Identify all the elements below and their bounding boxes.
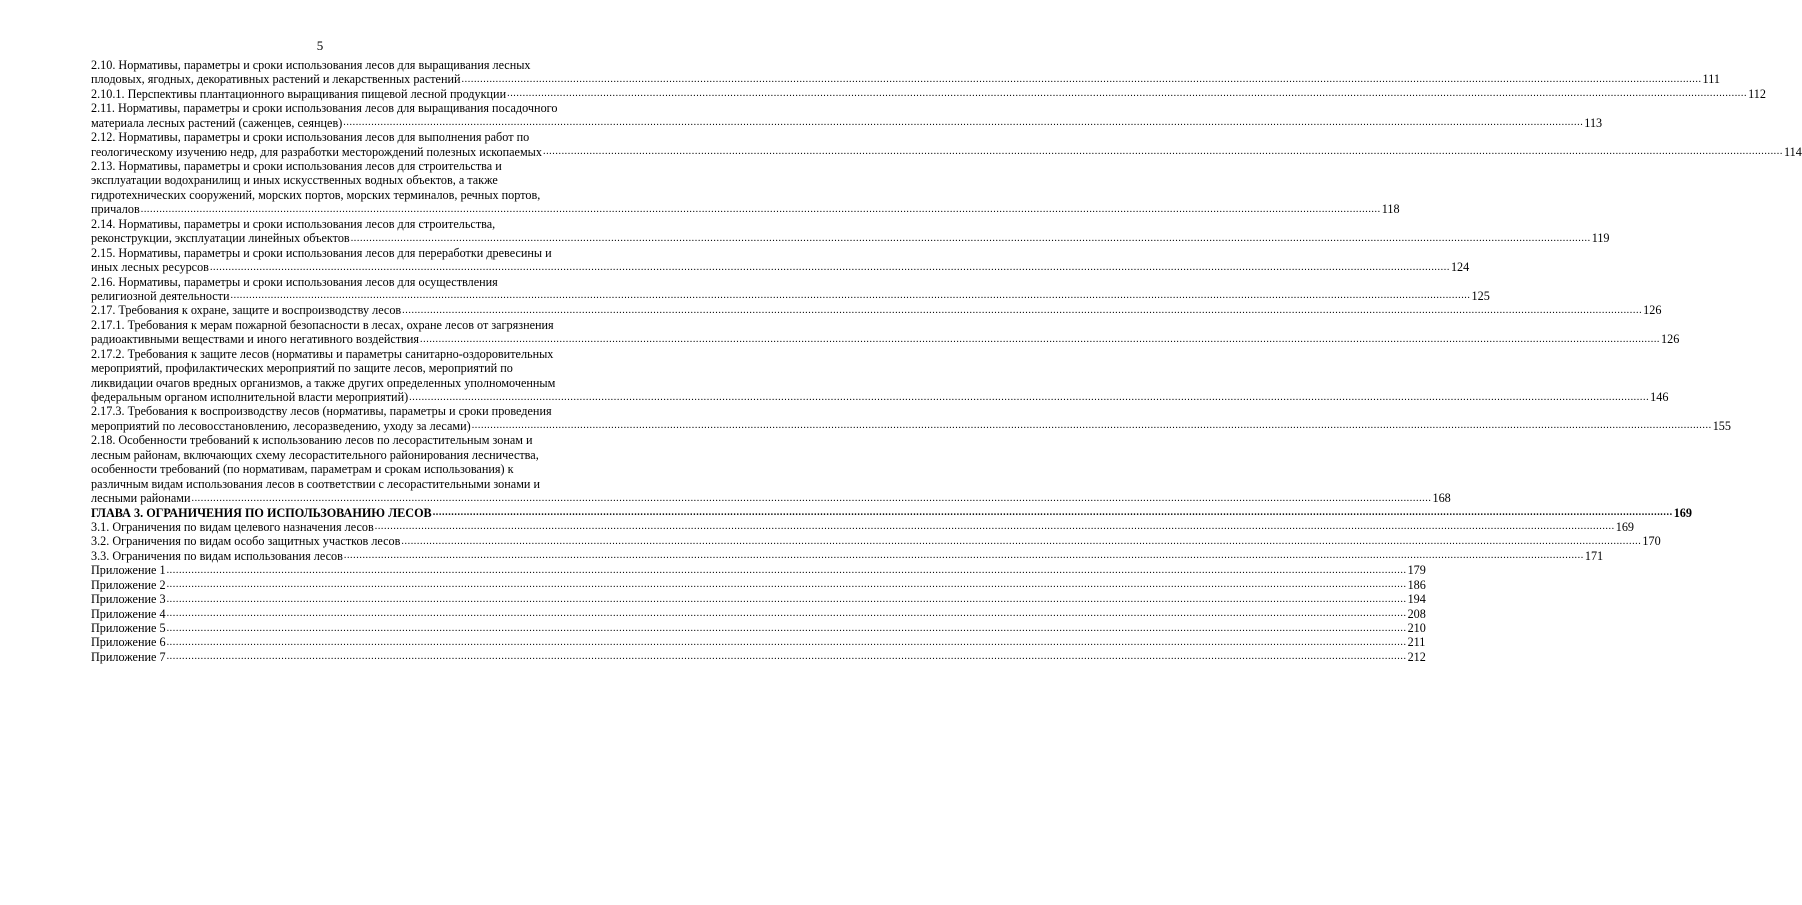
toc-entry-text: 2.12. Нормативы, параметры и сроки использования лесов для выполнения работ по (91, 130, 530, 145)
toc-entry-text: ГЛАВА 3. ОГРАНИЧЕНИЯ ПО ИСПОЛЬЗОВАНИЮ ЛЕСОВ (91, 505, 432, 520)
toc-entry-text: гидротехнических сооружений, морских портов, морских терминалов, речных портов, (91, 187, 541, 202)
toc-entry[interactable] (91, 245, 1470, 275)
toc-entry-line (91, 563, 1426, 578)
toc-entry-line (91, 448, 596, 462)
dot-leader: ................................................................................................................................................................................................................................................................................................................................................................................................................ (542, 146, 1783, 158)
toc-entry[interactable] (91, 86, 1766, 101)
toc-entry-line (91, 174, 596, 188)
toc-entry-line (91, 188, 596, 202)
toc-entry-text: Приложение 5 (91, 621, 166, 636)
toc-entry-text: 2.17.1. Требования к мерам пожарной безопасности в лесах, охране лесов от загрязнения (91, 317, 554, 332)
toc-entry-text: Приложение 1 (91, 563, 166, 578)
toc-page-number: 179 (1407, 563, 1426, 578)
toc-entry-text: 2.15. Нормативы, параметры и сроки использования лесов для переработки древесины и (91, 245, 552, 260)
toc-entry-line (91, 202, 1400, 217)
toc-page-number: 208 (1407, 606, 1426, 621)
dot-leader: ................................................................................................................................................................................................................................................................................................................................................................................................................ (166, 579, 1407, 591)
toc-entry-line (91, 405, 596, 419)
toc-entry-text: эксплуатации водохранилищ и иных искусственных водных объектов, а также (91, 173, 498, 188)
toc-page-number: 112 (1748, 86, 1766, 101)
toc-entry-text: мероприятий по лесовосстановлению, лесоразведению, уходу за лесами) (91, 418, 471, 433)
toc-entry-line (91, 347, 596, 361)
toc-entry-line (91, 505, 1692, 520)
toc-page-number: 113 (1584, 115, 1603, 130)
dot-leader: ................................................................................................................................................................................................................................................................................................................................................................................................................ (401, 535, 1642, 547)
toc-page-number: 170 (1642, 534, 1661, 549)
toc-entry-text: 2.17.2. Требования к защите лесов (нормативы и параметры санитарно-оздоровительных (91, 346, 554, 361)
toc-entry[interactable] (91, 519, 1635, 534)
toc-entry-text: Приложение 7 (91, 649, 166, 664)
toc-entry-text: геологическому изучению недр, для разработки месторождений полезных ископаемых (91, 144, 542, 159)
toc-entry[interactable] (91, 563, 1426, 578)
dot-leader: ................................................................................................................................................................................................................................................................................................................................................................................................................ (166, 593, 1407, 605)
toc-entry-line (91, 303, 1662, 318)
toc-page-number: 171 (1584, 548, 1604, 563)
table-of-contents (91, 57, 1802, 664)
toc-entry-line (91, 130, 596, 144)
toc-entry[interactable] (91, 404, 1731, 434)
toc-entry-text: различным видам использования лесов в соответствии с лесорастительными зонами и (91, 476, 540, 491)
toc-entry-text: 2.13. Нормативы, параметры и сроки использования лесов для строительства и (91, 159, 502, 174)
toc-entry-line (91, 606, 1426, 621)
toc-entry-text: реконструкции, эксплуатации линейных объектов (91, 231, 350, 246)
dot-leader: ................................................................................................................................................................................................................................................................................................................................................................................................................ (166, 636, 1407, 648)
toc-entry-line (91, 144, 1802, 159)
toc-entry[interactable] (91, 346, 1669, 405)
toc-entry-line (91, 491, 1451, 506)
toc-entry[interactable] (91, 577, 1426, 592)
toc-entry-line (91, 101, 596, 115)
dot-leader: ................................................................................................................................................................................................................................................................................................................................................................................................................ (166, 622, 1407, 634)
toc-page-number: 155 (1712, 418, 1731, 433)
dot-leader: ................................................................................................................................................................................................................................................................................................................................................................................................................ (471, 420, 1712, 432)
toc-entry-line (91, 635, 1426, 650)
toc-page-number: 169 (1615, 519, 1635, 534)
toc-page-number: 126 (1643, 303, 1662, 318)
toc-entry-line (91, 577, 1426, 592)
toc-entry-line (91, 621, 1426, 636)
toc-entry-line (91, 361, 596, 375)
toc-page-number: 212 (1407, 649, 1426, 664)
toc-entry[interactable] (91, 649, 1426, 664)
toc-entry-line (91, 390, 1669, 405)
toc-entry-text: иных лесных ресурсов (91, 260, 209, 275)
toc-entry-line (91, 433, 596, 447)
toc-entry-line (91, 217, 596, 231)
dot-leader: ................................................................................................................................................................................................................................................................................................................................................................................................................ (140, 203, 1381, 215)
toc-entry-text: 2.17. Требования к охране, защите и воспроизводству лесов (91, 303, 402, 318)
toc-entry[interactable] (91, 505, 1692, 520)
toc-entry-text: религиозной деятельности (91, 288, 230, 303)
toc-entry-text: Приложение 4 (91, 606, 166, 621)
dot-leader: ................................................................................................................................................................................................................................................................................................................................................................................................................ (350, 232, 1591, 244)
toc-entry-text: 3.3. Ограничения по видам использования лесов (91, 548, 343, 563)
toc-entry-line (91, 72, 1720, 87)
toc-page-number: 114 (1783, 144, 1802, 159)
toc-entry-text: радиоактивными веществами и иного негативного воздействия (91, 332, 420, 347)
dot-leader: ................................................................................................................................................................................................................................................................................................................................................................................................................ (420, 333, 1661, 345)
toc-entry-line (91, 477, 596, 491)
toc-entry-line (91, 231, 1610, 246)
dot-leader: ................................................................................................................................................................................................................................................................................................................................................................................................................ (374, 521, 1615, 533)
toc-entry-text: 2.10. Нормативы, параметры и сроки использования лесов для выращивания лесных (91, 57, 531, 72)
toc-entry-text: 2.18. Особенности требований к использованию лесов по лесорастительным зонам и (91, 433, 533, 448)
toc-entry-line (91, 58, 596, 72)
toc-entry-text: Приложение 6 (91, 635, 166, 650)
page-number: 5 (316, 38, 324, 53)
toc-entry-text: ликвидации очагов вредных организмов, а также других определенных уполномоченным (91, 375, 556, 390)
toc-entry[interactable] (91, 433, 1451, 506)
toc-entry-line (91, 519, 1635, 534)
toc-entry-text: особенности требований (по нормативам, параметрам и срокам использования) к (91, 462, 514, 477)
dot-leader: ................................................................................................................................................................................................................................................................................................................................................................................................................ (461, 73, 1702, 85)
toc-entry-text: 3.1. Ограничения по видам целевого назначения лесов (91, 519, 374, 534)
toc-entry[interactable] (91, 534, 1661, 549)
toc-entry-line (91, 418, 1731, 433)
toc-entry-text: 2.16. Нормативы, параметры и сроки использования лесов для осуществления (91, 274, 498, 289)
toc-page-number: 119 (1591, 231, 1610, 246)
toc-entry-text: плодовых, ягодных, декоративных растений и лекарственных растений (91, 72, 461, 87)
toc-entry[interactable] (91, 317, 1680, 347)
toc-entry-line (91, 288, 1490, 303)
toc-entry[interactable] (91, 635, 1426, 650)
toc-entry-line (91, 115, 1603, 130)
toc-page-number: 146 (1650, 390, 1669, 405)
toc-entry[interactable] (91, 130, 1802, 159)
toc-entry[interactable] (91, 159, 1400, 217)
toc-entry-text: лесным районам, включающих схему лесорастительного районирования лесничества, (91, 447, 539, 462)
toc-entry-line (91, 318, 596, 332)
toc-page-number: 169 (1673, 505, 1692, 520)
toc-entry-text: 2.11. Нормативы, параметры и сроки использования лесов для выращивания посадочного (91, 101, 558, 116)
toc-page-number: 210 (1407, 621, 1426, 636)
toc-entry-text: материала лесных растений (саженцев, сеянцев) (91, 115, 343, 130)
toc-page-number: 125 (1471, 288, 1490, 303)
dot-leader: ................................................................................................................................................................................................................................................................................................................................................................................................................ (343, 550, 1584, 562)
toc-entry[interactable] (91, 101, 1603, 130)
toc-entry-text: Приложение 2 (91, 577, 166, 592)
toc-entry-line (91, 462, 596, 476)
toc-entry-text: мероприятий, профилактических мероприятий по защите лесов, мероприятий по (91, 361, 513, 376)
toc-page-number: 211 (1407, 635, 1426, 650)
toc-page-number: 168 (1432, 491, 1451, 506)
toc-entry-text: 3.2. Ограничения по видам особо защитных участков лесов (91, 534, 401, 549)
dot-leader: ................................................................................................................................................................................................................................................................................................................................................................................................................ (191, 492, 1432, 504)
toc-entry[interactable] (91, 592, 1426, 607)
toc-entry-text: федеральным органом исполнительной власти мероприятий) (91, 390, 409, 405)
dot-leader: ................................................................................................................................................................................................................................................................................................................................................................................................................ (507, 88, 1748, 100)
toc-entry-text: 2.17.3. Требования к воспроизводству лесов (нормативы, параметры и сроки проведения (91, 404, 552, 419)
toc-entry-line (91, 376, 596, 390)
toc-page-number: 126 (1661, 332, 1680, 347)
toc-page-number: 186 (1407, 577, 1426, 592)
toc-entry-line (91, 260, 1470, 275)
toc-entry[interactable] (91, 303, 1662, 318)
toc-entry-line (91, 275, 596, 289)
toc-entry[interactable] (91, 606, 1426, 621)
toc-entry[interactable] (91, 621, 1426, 636)
dot-leader: ................................................................................................................................................................................................................................................................................................................................................................................................................ (230, 290, 1471, 302)
toc-entry-line (91, 86, 1766, 101)
toc-entry-text: лесными районами (91, 491, 191, 506)
toc-entry-line (91, 649, 1426, 664)
toc-entry-line (91, 548, 1604, 563)
dot-leader: ................................................................................................................................................................................................................................................................................................................................................................................................................ (209, 261, 1450, 273)
toc-entry-text: 2.10.1. Перспективы плантационного выращивания пищевой лесной продукции (91, 86, 507, 101)
toc-entry[interactable] (91, 274, 1490, 304)
toc-page-number: 111 (1702, 72, 1720, 87)
toc-entry-text: 2.14. Нормативы, параметры и сроки использования лесов для строительства, (91, 216, 496, 231)
dot-leader: ................................................................................................................................................................................................................................................................................................................................................................................................................ (402, 304, 1643, 316)
toc-entry[interactable] (91, 548, 1604, 563)
toc-entry-line (91, 592, 1426, 607)
toc-entry-text: Приложение 3 (91, 592, 166, 607)
toc-entry-line (91, 534, 1661, 549)
toc-page-number: 124 (1450, 260, 1470, 275)
toc-entry[interactable] (91, 57, 1720, 87)
dot-leader: ................................................................................................................................................................................................................................................................................................................................................................................................................ (166, 651, 1407, 663)
toc-entry-line (91, 332, 1680, 347)
dot-leader: ................................................................................................................................................................................................................................................................................................................................................................................................................ (409, 391, 1650, 403)
toc-entry-line (91, 159, 596, 173)
dot-leader: ................................................................................................................................................................................................................................................................................................................................................................................................................ (166, 564, 1407, 576)
toc-entry-text: причалов (91, 202, 140, 217)
toc-page-number: 194 (1407, 592, 1426, 607)
dot-leader: ................................................................................................................................................................................................................................................................................................................................................................................................................ (166, 608, 1407, 620)
toc-entry[interactable] (91, 216, 1610, 246)
dot-leader: ................................................................................................................................................................................................................................................................................................................................................................................................................ (432, 507, 1673, 518)
toc-page-number: 118 (1381, 202, 1400, 217)
toc-entry-line (91, 246, 596, 260)
dot-leader: ................................................................................................................................................................................................................................................................................................................................................................................................................ (343, 117, 1584, 129)
